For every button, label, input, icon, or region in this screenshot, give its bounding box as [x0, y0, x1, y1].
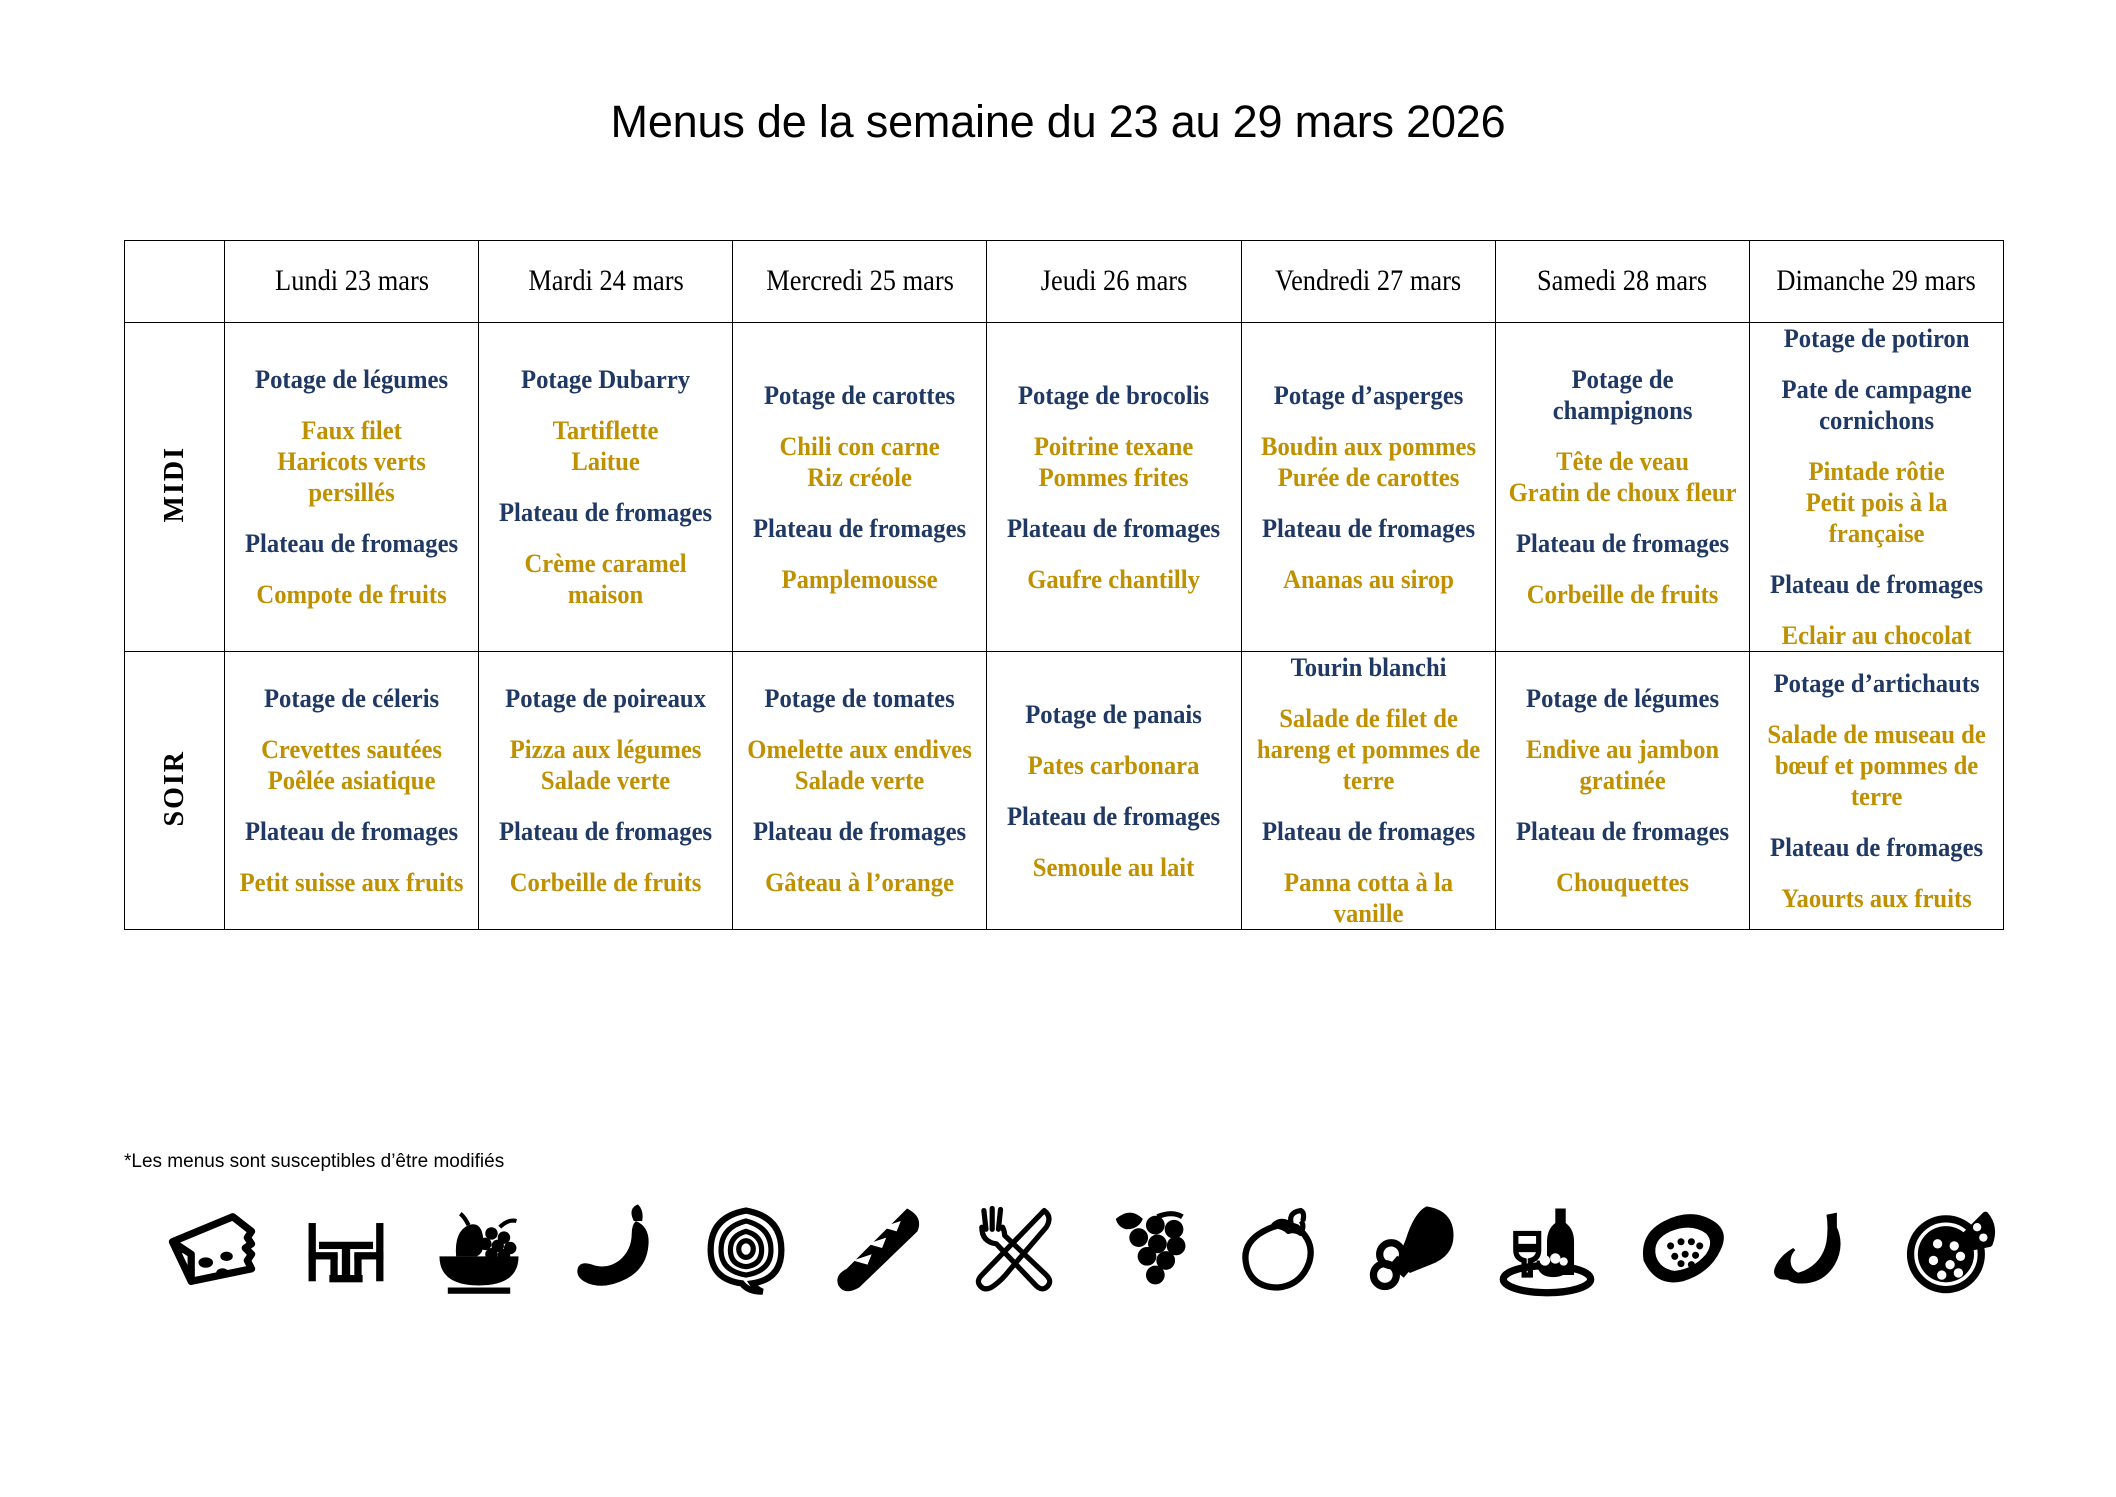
menu-item: Plateau de fromages — [1007, 512, 1221, 543]
menu-item: Ananas au sirop — [1282, 563, 1454, 594]
papaya-icon — [1629, 1196, 1733, 1300]
day-header-mardi: Mardi 24 mars — [494, 241, 718, 323]
menu-item: Plateau de fromages — [1769, 831, 1983, 862]
menu-item: Endive au jambon gratinée — [1525, 734, 1719, 795]
meal-cell-soir-dimanche — [1749, 652, 2003, 930]
table-row-soir — [125, 652, 2004, 930]
menu-item: Boudin aux pommes Purée de carottes — [1260, 430, 1476, 492]
wine-bottle-and-glass-icon — [1495, 1196, 1599, 1300]
menu-item: Pintade rôtie Petit pois à la française — [1805, 456, 1948, 548]
meal-cell-soir-lundi — [225, 652, 479, 930]
menu-item: Crème caramel maison — [524, 548, 687, 609]
fork-and-knife-icon — [961, 1196, 1065, 1300]
menu-disclaimer-footnote: *Les menus sont susceptibles d’être modifiés — [124, 1151, 505, 1172]
menu-item: Panna cotta à la vanille — [1283, 867, 1453, 928]
table-row-midi — [125, 323, 2004, 652]
meal-cell-midi-dimanche — [1749, 323, 2003, 652]
menu-item: Plateau de fromages — [753, 816, 967, 846]
menu-item: Plateau de fromages — [245, 816, 459, 846]
table-header-row — [125, 241, 2004, 323]
menu-item: Gâteau à l’orange — [765, 867, 955, 897]
row-label-midi: MIDI — [158, 446, 190, 523]
menu-item: Potage de potiron — [1783, 323, 1970, 353]
menu-item: Potage de carottes — [764, 379, 956, 410]
menu-item: Chouquettes — [1555, 867, 1689, 897]
grapes-icon — [1095, 1196, 1199, 1300]
row-label-midi-cell — [125, 323, 225, 652]
menu-item: Salade de museau de bœuf et pommes de terre — [1767, 718, 1986, 811]
menu-item: Plateau de fromages — [499, 497, 713, 527]
menu-item: Semoule au lait — [1033, 851, 1195, 882]
meal-cell-soir-vendredi — [1241, 652, 1495, 930]
menu-item: Gaufre chantilly — [1027, 563, 1201, 594]
menu-item: Potage de champignons — [1552, 364, 1693, 425]
header-corner-cell — [125, 241, 225, 323]
row-label-soir-cell — [125, 652, 225, 930]
menu-item: Potage d’asperges — [1273, 379, 1463, 410]
menu-item: Plateau de fromages — [1515, 528, 1729, 558]
meal-cell-soir-jeudi — [987, 652, 1241, 930]
menu-item: Plateau de fromages — [1007, 800, 1221, 831]
menu-item: Potage de légumes — [1525, 683, 1719, 713]
menu-item: Corbeille de fruits — [1526, 579, 1719, 609]
meal-cell-soir-samedi — [1495, 652, 1749, 930]
menu-item: Faux filet Haricots verts persillés — [277, 415, 426, 507]
meal-cell-midi-vendredi — [1241, 323, 1495, 652]
menu-item: Poitrine texane Pommes frites — [1034, 430, 1194, 492]
meal-cell-midi-mardi — [479, 323, 733, 652]
day-header-lundi: Lundi 23 mars — [240, 241, 464, 323]
menu-item: Potage de tomates — [764, 683, 955, 713]
menu-item: Eclair au chocolat — [1781, 620, 1972, 650]
day-header-dimanche: Dimanche 29 mars — [1765, 241, 1989, 323]
page-title: Menus de la semaine du 23 au 29 mars 2026 — [610, 96, 1506, 147]
cheese-wedge-icon — [160, 1196, 264, 1300]
table-and-chairs-icon — [294, 1196, 398, 1300]
onion-half-icon — [694, 1196, 798, 1300]
menu-item: Tête de veau Gratin de choux fleur — [1508, 446, 1737, 507]
baguette-icon — [828, 1196, 932, 1300]
menu-item: Potage de céleris — [264, 683, 440, 713]
row-label-soir: SOIR — [158, 749, 190, 827]
meal-cell-midi-samedi — [1495, 323, 1749, 652]
bananas-icon — [1762, 1196, 1866, 1300]
weekly-menu-table — [124, 240, 2004, 930]
menu-item: Pate de campagne cornichons — [1781, 374, 1972, 435]
menu-item: Petit suisse aux fruits — [239, 867, 464, 897]
menu-item: Plateau de fromages — [753, 512, 967, 543]
menu-item: Potage de panais — [1025, 698, 1203, 729]
menu-item: Compote de fruits — [256, 579, 447, 609]
menu-item: Crevettes sautées Poêlée asiatique — [261, 734, 443, 795]
menu-item: Yaourts aux fruits — [1781, 882, 1972, 913]
day-header-mercredi: Mercredi 25 mars — [748, 241, 972, 323]
eggplant-icon — [1228, 1196, 1332, 1300]
chicken-drumstick-icon — [1362, 1196, 1466, 1300]
day-header-vendredi: Vendredi 27 mars — [1256, 241, 1480, 323]
menu-item: Plateau de fromages — [245, 528, 459, 558]
menu-item: Tartiflette Laitue — [552, 415, 659, 476]
menu-item: Omelette aux endives Salade verte — [747, 734, 973, 795]
meal-cell-midi-mercredi — [733, 323, 987, 652]
menu-item: Plateau de fromages — [1515, 816, 1729, 846]
meal-cell-midi-jeudi — [987, 323, 1241, 652]
menu-item: Chili con carne Riz créole — [779, 430, 940, 492]
menu-item: Tourin blanchi — [1290, 652, 1447, 682]
menu-item: Potage Dubarry — [521, 364, 691, 394]
menu-item: Plateau de fromages — [1261, 816, 1475, 846]
menu-item: Potage de brocolis — [1018, 379, 1210, 410]
menu-item: Pates carbonara — [1028, 749, 1200, 780]
fruit-bowl-icon — [427, 1196, 531, 1300]
menu-item: Pamplemousse — [781, 563, 938, 594]
pizza-icon — [1896, 1196, 2000, 1300]
chili-pepper-icon — [561, 1196, 665, 1300]
day-header-jeudi: Jeudi 26 mars — [1002, 241, 1226, 323]
menu-item: Potage de légumes — [255, 364, 449, 394]
menu-item: Plateau de fromages — [499, 816, 713, 846]
menu-item: Potage d’artichauts — [1773, 667, 1980, 698]
menu-item: Plateau de fromages — [1261, 512, 1475, 543]
food-icon-strip — [160, 1185, 2000, 1310]
day-header-samedi: Samedi 28 mars — [1510, 241, 1734, 323]
meal-cell-midi-lundi — [225, 323, 479, 652]
menu-item: Plateau de fromages — [1769, 569, 1983, 599]
menu-item: Pizza aux légumes Salade verte — [509, 734, 702, 795]
menu-item: Salade de filet de hareng et pommes de terre — [1256, 703, 1480, 795]
menu-item: Potage de poireaux — [505, 683, 707, 713]
meal-cell-soir-mercredi — [733, 652, 987, 930]
menu-item: Corbeille de fruits — [509, 867, 702, 897]
meal-cell-soir-mardi — [479, 652, 733, 930]
